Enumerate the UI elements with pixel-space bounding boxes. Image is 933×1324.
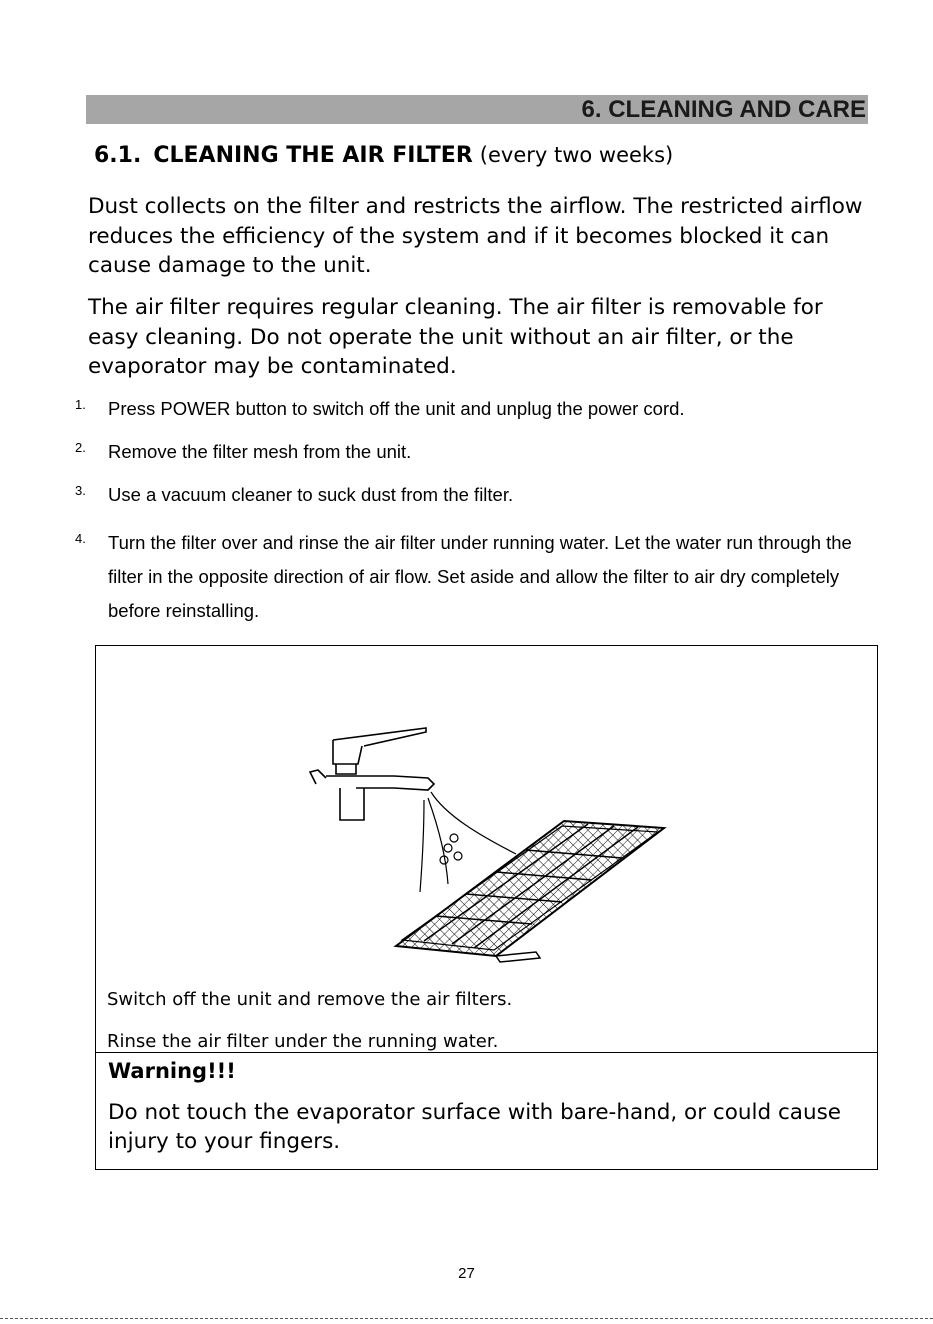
faucet-rinsing-filter-illustration xyxy=(296,716,676,976)
bottom-divider xyxy=(0,1318,933,1319)
step-number: 4. xyxy=(75,531,86,546)
step-text: Use a vacuum cleaner to suck dust from the filter. xyxy=(108,484,514,505)
step-number: 2. xyxy=(75,440,86,455)
step-number: 1. xyxy=(75,397,86,412)
figure-caption-switch-off: Switch off the unit and remove the air filters. xyxy=(107,989,513,1010)
subsection-heading xyxy=(94,140,673,171)
subsection-number: 6.1. xyxy=(94,143,142,168)
section-title: 6. CLEANING AND CARE xyxy=(581,96,866,123)
subsection-frequency-note: (every two weeks) xyxy=(479,143,674,167)
page-number: 27 xyxy=(458,1265,475,1282)
warning-box xyxy=(95,1052,878,1170)
subsection-title: CLEANING THE AIR FILTER xyxy=(153,143,473,168)
warning-text: Do not touch the evaporator surface with bare-hand, or could cause injury to your fingers. xyxy=(108,1100,841,1154)
step-text: Turn the filter over and rinse the air filter under running water. Let the water run through the filter in the opposite direction of air flow. Set aside and allow the filter to air dry completely before reinstalling. xyxy=(108,532,852,621)
section-header-bar xyxy=(86,95,868,124)
warning-title: Warning!!! xyxy=(108,1059,236,1083)
figure-caption-rinse: Rinse the air filter under the running water. xyxy=(107,1031,499,1052)
step-text: Press POWER button to switch off the unit and unplug the power cord. xyxy=(108,398,685,419)
intro-paragraph-filter: The air filter requires regular cleaning. The air filter is removable for easy cleaning. Do not operate the unit without an air filter, or the evaporator may be contaminated. xyxy=(88,295,823,379)
figure-box xyxy=(95,645,878,1053)
step-text: Remove the filter mesh from the unit. xyxy=(108,441,412,462)
intro-paragraph-dust: Dust collects on the filter and restricts the airflow. The restricted airflow reduces the efficiency of the system and if it becomes blocked it can cause damage to the unit. xyxy=(88,194,863,278)
step-number: 3. xyxy=(75,483,86,498)
